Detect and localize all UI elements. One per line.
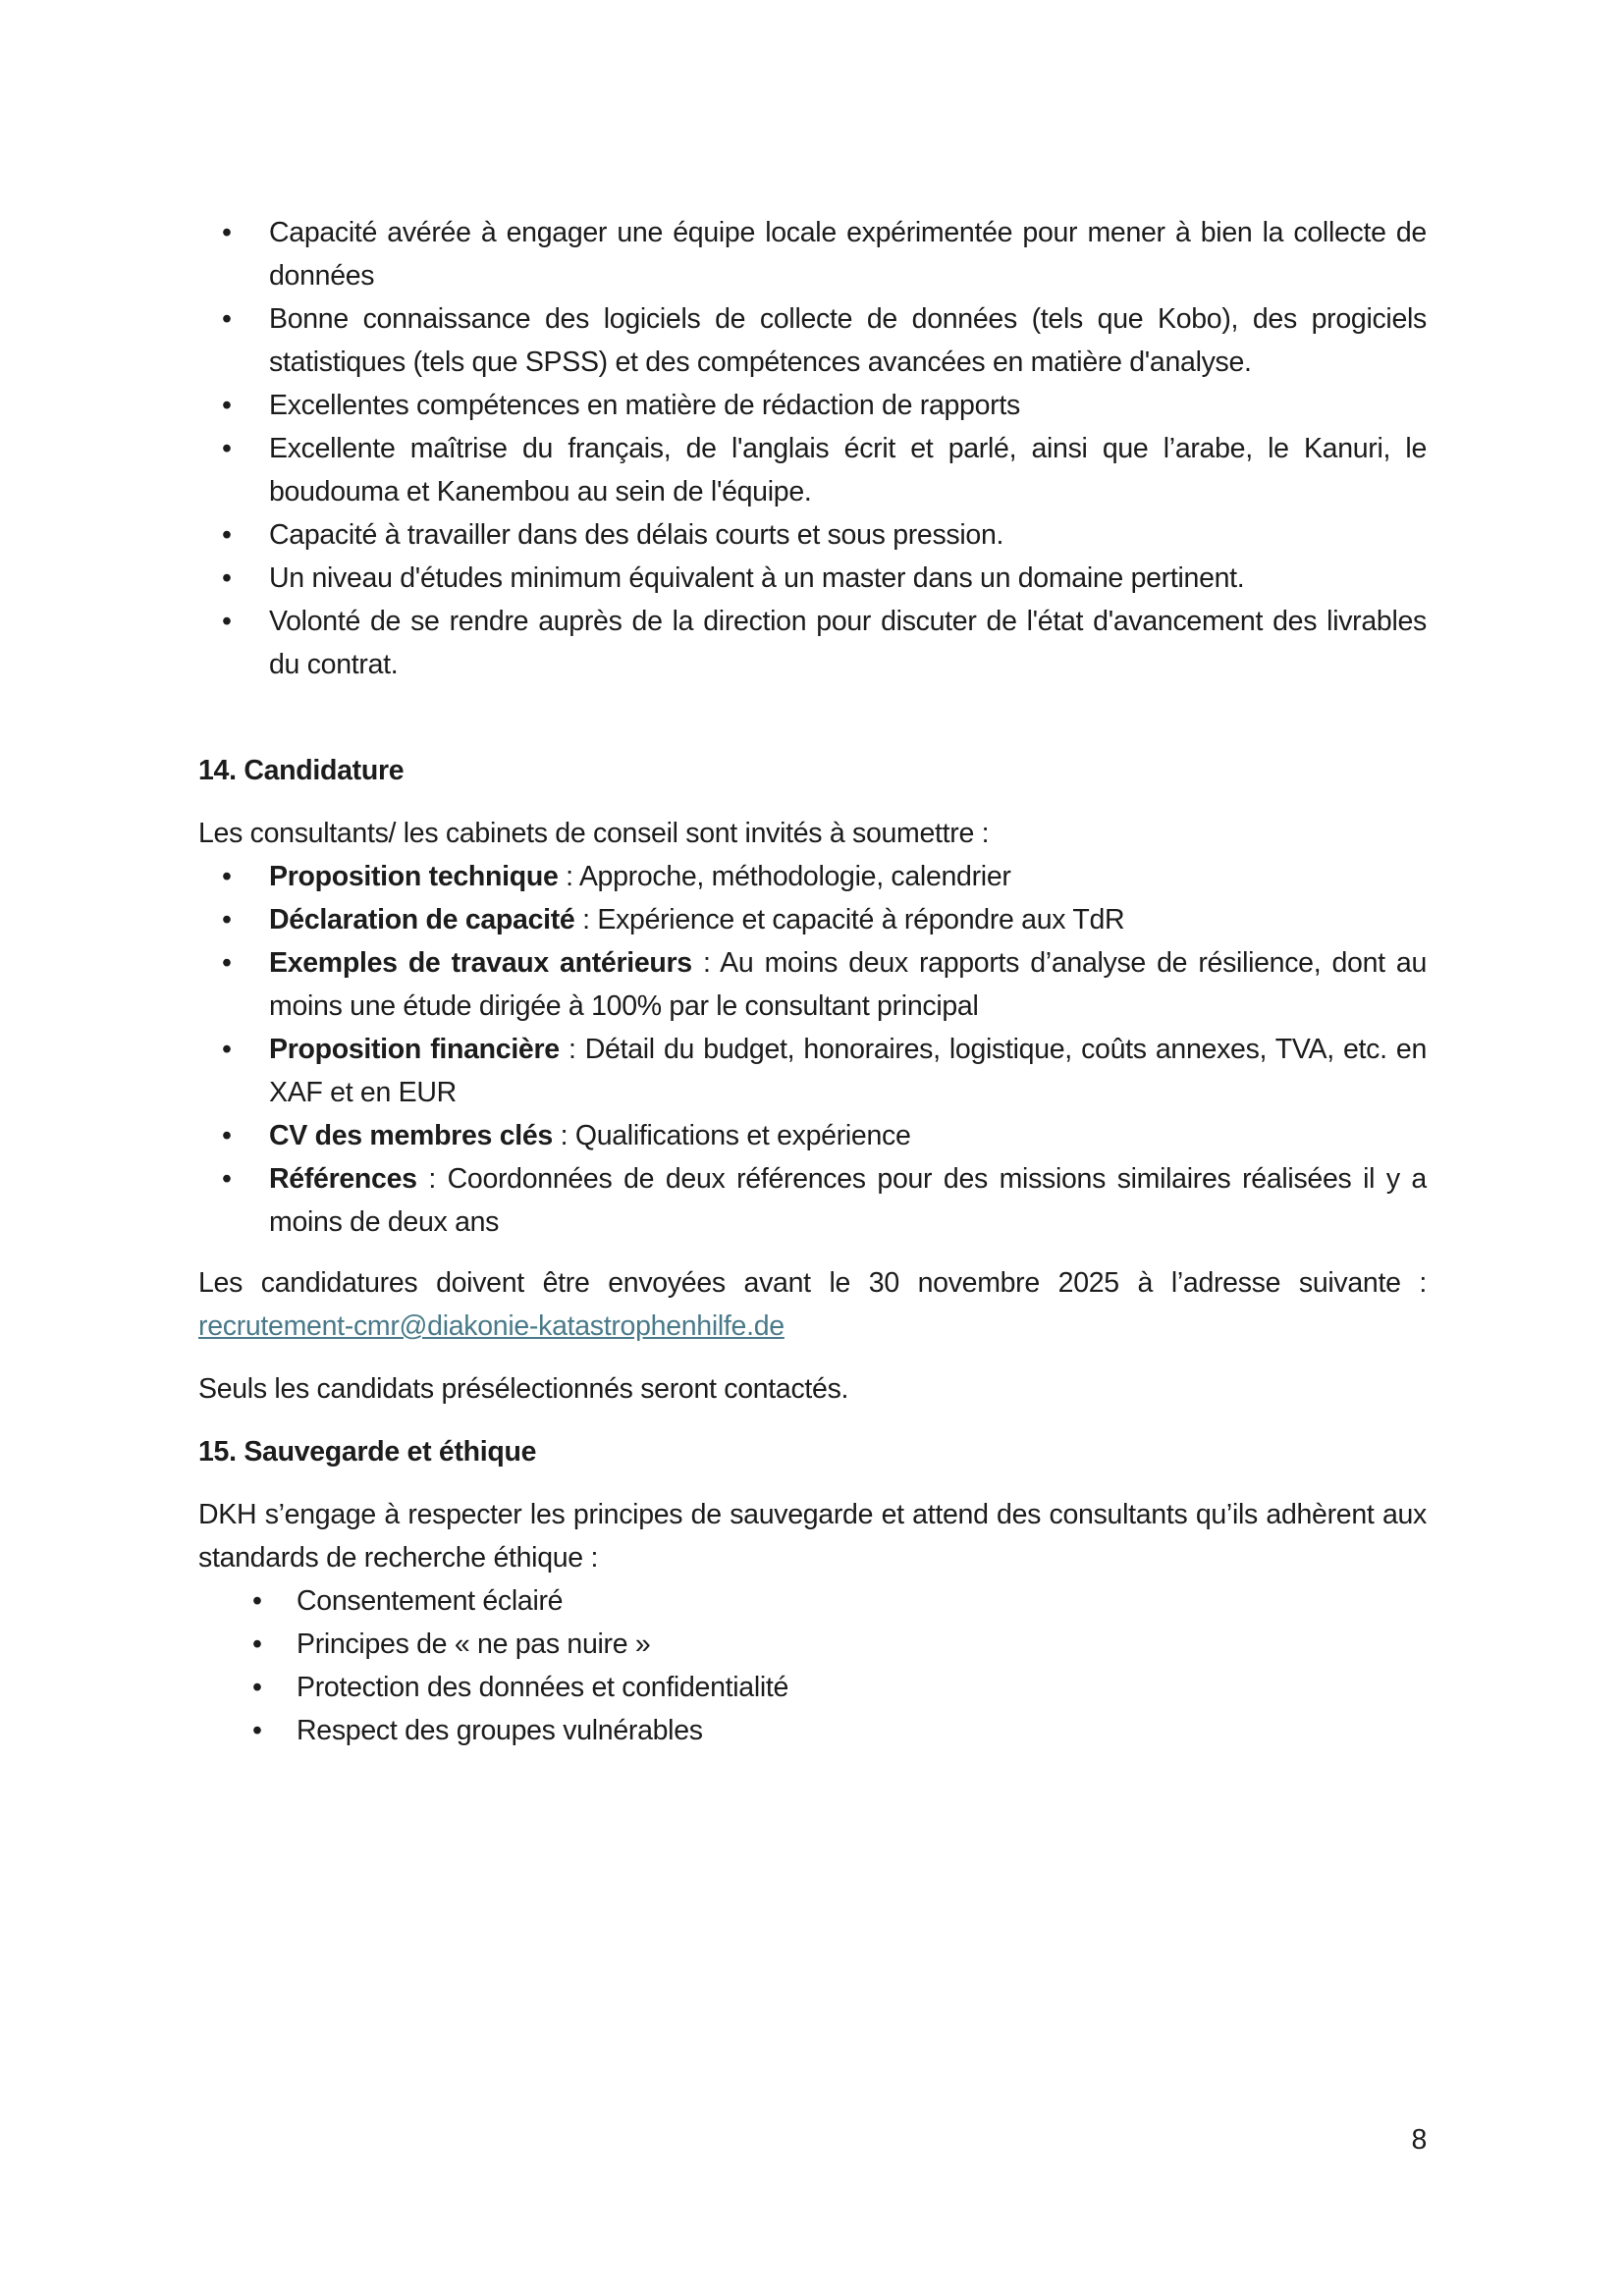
list-item: [198, 211, 1427, 297]
list-item-text: [269, 1157, 1427, 1244]
list-item: [198, 513, 1427, 557]
list-item-text: Principes de « ne pas nuire »: [297, 1629, 651, 1660]
bullet-icon: •: [252, 1629, 262, 1660]
list-item: [198, 898, 1427, 941]
list-item-text: Un niveau d'études minimum équivalent à un master dans un domaine pertinent.: [269, 562, 1245, 594]
item-detail: : Au moins deux rapports d’analyse de résilience, dont au moins une étude dirigée à 100% par le consultant principal: [269, 947, 1427, 1022]
list-item-text: [269, 1028, 1427, 1114]
list-item: [198, 855, 1427, 898]
list-item: [198, 297, 1427, 384]
bullet-icon: •: [222, 606, 232, 637]
bullet-icon: •: [252, 1715, 262, 1746]
shortlist-note: Seuls les candidats présélectionnés seront contactés.: [198, 1373, 849, 1405]
list-item: [198, 1114, 1427, 1157]
list-item-text: Consentement éclairé: [297, 1585, 564, 1617]
list-item: [198, 600, 1427, 686]
submission-list: [198, 855, 1427, 1244]
bullet-icon: •: [222, 947, 232, 979]
bullet-icon: •: [222, 1034, 232, 1065]
bullet-icon: •: [222, 1163, 232, 1195]
list-item: [198, 1623, 1427, 1666]
list-item-text: Protection des données et confidentialité: [297, 1672, 789, 1703]
item-detail: : Expérience et capacité à répondre aux TdR: [574, 904, 1125, 935]
item-label: Déclaration de capacité: [269, 904, 575, 935]
section-14-heading: 14. Candidature: [198, 755, 405, 786]
bullet-icon: •: [222, 519, 232, 551]
bullet-icon: •: [222, 904, 232, 935]
deadline-text: Les candidatures doivent être envoyées avant le 30 novembre 2025 à l’adresse suivante :: [198, 1267, 1427, 1299]
list-item: [198, 557, 1427, 600]
item-detail: : Détail du budget, honoraires, logistique, coûts annexes, TVA, etc. en XAF et en EUR: [269, 1034, 1427, 1108]
item-detail: : Approche, méthodologie, calendrier: [558, 861, 1011, 892]
list-item-text: Excellentes compétences en matière de rédaction de rapports: [269, 390, 1020, 421]
item-label: CV des membres clés: [269, 1120, 553, 1151]
list-item-text: [269, 941, 1427, 1028]
bullet-icon: •: [252, 1585, 262, 1617]
list-item-text: [269, 1114, 1427, 1157]
item-label: Exemples de travaux antérieurs: [269, 947, 692, 979]
bullet-icon: •: [222, 562, 232, 594]
item-label: Proposition financière: [269, 1034, 560, 1065]
item-detail: : Qualifications et expérience: [552, 1120, 911, 1151]
bullet-icon: •: [222, 217, 232, 248]
ethics-list: [198, 1579, 1427, 1752]
list-item: [198, 1666, 1427, 1709]
qualifications-list: [198, 211, 1427, 686]
list-item-text: Capacité avérée à engager une équipe locale expérimentée pour mener à bien la collecte de données: [269, 217, 1427, 292]
list-item-text: Bonne connaissance des logiciels de collecte de données (tels que Kobo), des progiciels statistiques (tels que SPSS) et des compétences avancées en matière d'analyse.: [269, 303, 1427, 378]
list-item-text: Excellente maîtrise du français, de l'anglais écrit et parlé, ainsi que l’arabe, le Kanuri, le boudouma et Kanembou au sein de l'équipe.: [269, 433, 1427, 507]
page-content: [198, 211, 1427, 1752]
list-item-text: [269, 855, 1427, 898]
section-15-heading: 15. Sauvegarde et éthique: [198, 1436, 537, 1468]
bullet-icon: •: [222, 390, 232, 421]
list-item-text: Respect des groupes vulnérables: [297, 1715, 703, 1746]
section-14-intro: Les consultants/ les cabinets de conseil sont invités à soumettre :: [198, 818, 990, 849]
page-number: 8: [1411, 2124, 1427, 2156]
list-item: [198, 1157, 1427, 1244]
list-item: [198, 1028, 1427, 1114]
item-label: Proposition technique: [269, 861, 559, 892]
email-line: [198, 1305, 1427, 1348]
bullet-icon: •: [222, 861, 232, 892]
bullet-icon: •: [222, 303, 232, 335]
list-item-text: [269, 898, 1427, 941]
email-link[interactable]: recrutement-cmr@diakonie-katastrophenhilfe.de: [198, 1310, 785, 1342]
list-item-text: Capacité à travailler dans des délais courts et sous pression.: [269, 519, 1004, 551]
list-item: [198, 941, 1427, 1028]
list-item: [198, 1709, 1427, 1752]
list-item: [198, 1579, 1427, 1623]
list-item: [198, 427, 1427, 513]
bullet-icon: •: [222, 433, 232, 464]
section-15-intro: DKH s’engage à respecter les principes de sauvegarde et attend des consultants qu’ils adhèrent aux standards de recherche éthique :: [198, 1499, 1427, 1574]
list-item-text: Volonté de se rendre auprès de la direction pour discuter de l'état d'avancement des livrables du contrat.: [269, 606, 1427, 680]
list-item: [198, 384, 1427, 427]
item-label: Références: [269, 1163, 417, 1195]
bullet-icon: •: [222, 1120, 232, 1151]
item-detail: : Coordonnées de deux références pour des missions similaires réalisées il y a moins de deux ans: [269, 1163, 1427, 1238]
bullet-icon: •: [252, 1672, 262, 1703]
